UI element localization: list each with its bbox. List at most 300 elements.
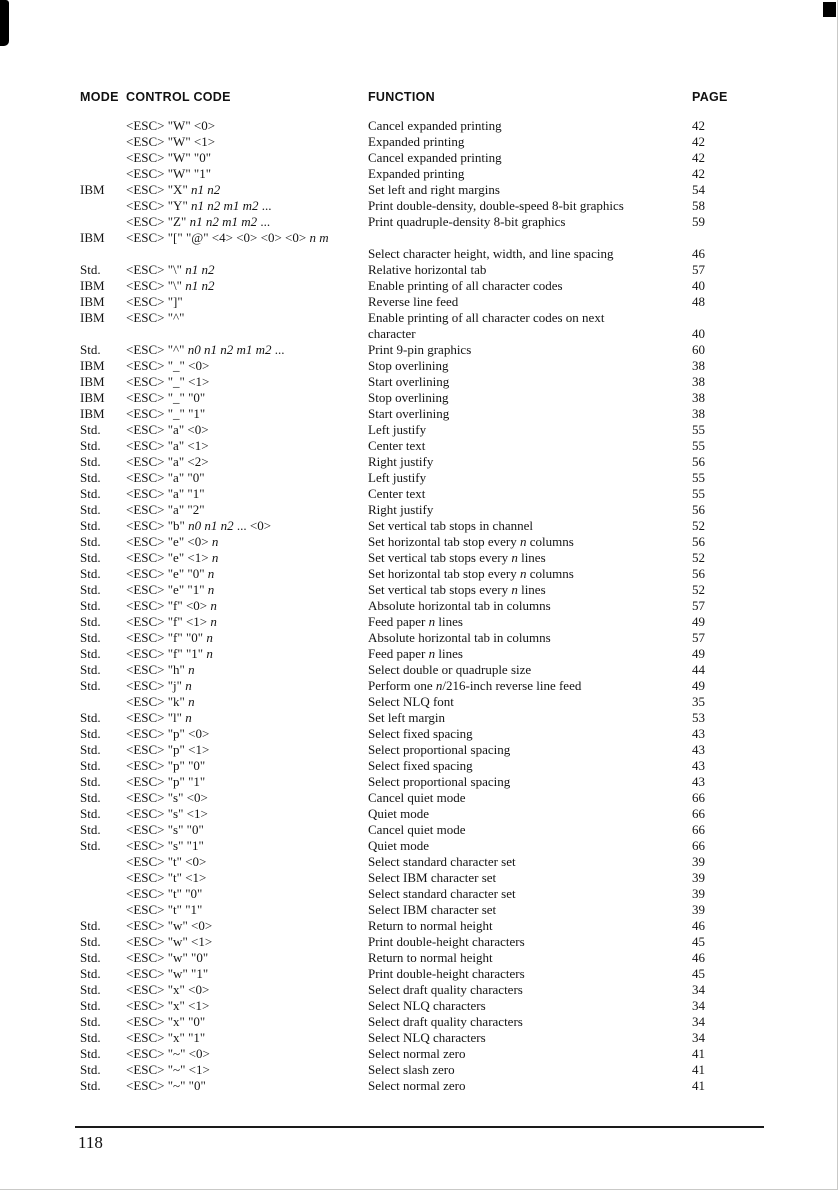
page-cell: 53 [692,710,705,725]
table-row [80,486,742,502]
page-cell: 58 [692,198,705,213]
function-cell: Absolute horizontal tab in columns [368,630,551,645]
function-cell: character [368,326,416,341]
page-cell: 55 [692,422,705,437]
code-cell: <ESC> "h" n [126,662,195,677]
table-row [80,374,742,390]
function-cell: Stop overlining [368,358,449,373]
mode-cell: Std. [80,742,101,757]
mode-cell: Std. [80,790,101,805]
mode-cell [80,902,126,918]
function-cell: Print quadruple-density 8-bit graphics [368,214,566,229]
function-cell: Select fixed spacing [368,758,473,773]
page-cell: 59 [692,214,705,229]
mode-cell: Std. [80,646,101,661]
page-cell: 60 [692,342,705,357]
page-cell: 52 [692,518,705,533]
function-cell: Set horizontal tab stop every n columns [368,534,574,549]
table-row [80,742,742,758]
table-row [80,630,742,646]
function-cell [368,230,692,246]
page-cell: 57 [692,598,705,613]
function-cell: Select NLQ characters [368,1030,486,1045]
page-cell: 41 [692,1078,705,1093]
table-row [80,454,742,470]
table-row [80,438,742,454]
code-cell: <ESC> "p" "1" [126,774,206,789]
page-cell: 41 [692,1046,705,1061]
table-row [80,774,742,790]
mode-cell: Std. [80,614,101,629]
page-cell: 46 [692,950,705,965]
code-cell [126,246,368,262]
table-row [80,966,742,982]
code-cell: <ESC> "W" "1" [126,166,212,181]
mode-cell [80,198,126,214]
code-cell: <ESC> "t" "1" [126,902,203,917]
table-row [80,646,742,662]
code-cell: <ESC> "f" "0" n [126,630,213,645]
function-cell: Set vertical tab stops every n lines [368,582,546,597]
mode-cell: IBM [80,278,105,293]
page-cell: 42 [692,134,705,149]
code-cell: <ESC> "w" "1" [126,966,209,981]
mode-cell [80,118,126,134]
page-cell: 46 [692,918,705,933]
table-row [80,246,742,262]
mode-cell: Std. [80,758,101,773]
function-cell: Cancel expanded printing [368,150,502,165]
mode-cell: Std. [80,422,101,437]
function-cell: Perform one n/216-inch reverse line feed [368,678,582,693]
code-cell: <ESC> "f" <0> n [126,598,217,613]
page-cell: 55 [692,470,705,485]
code-cell: <ESC> "[" "@" <4> <0> <0> <0> n m [126,230,329,245]
page-cell: 45 [692,966,705,981]
function-cell: Print double-density, double-speed 8-bit graphics [368,198,624,213]
mode-cell: Std. [80,262,101,277]
table-row [80,838,742,854]
code-cell: <ESC> "f" "1" n [126,646,213,661]
mode-cell: Std. [80,934,101,949]
code-cell [126,326,368,342]
table-row [80,806,742,822]
table-row [80,598,742,614]
code-cell: <ESC> "W" <1> [126,134,216,149]
function-cell: Print double-height characters [368,934,525,949]
function-cell: Feed paper n lines [368,614,463,629]
mode-cell: IBM [80,374,105,389]
function-cell: Return to normal height [368,918,493,933]
mode-cell: IBM [80,406,105,421]
code-cell: <ESC> "e" "1" n [126,582,215,597]
table-row [80,918,742,934]
page-cell: 49 [692,646,705,661]
code-cell: <ESC> "w" <1> [126,934,213,949]
code-cell: <ESC> "s" "0" [126,822,204,837]
page-cell: 66 [692,806,705,821]
function-cell: Select normal zero [368,1046,466,1061]
code-cell: <ESC> "x" <0> [126,982,210,997]
function-cell: Select NLQ font [368,694,454,709]
page-cell: 48 [692,294,705,309]
scan-artifact-top-left [0,0,9,46]
mode-cell: IBM [80,230,105,245]
code-cell: <ESC> "e" <1> n [126,550,219,565]
scan-artifact-top-right [823,2,836,17]
code-cell: <ESC> "p" "0" [126,758,206,773]
function-cell: Left justify [368,470,427,485]
page-cell: 42 [692,118,705,133]
page-cell: 49 [692,678,705,693]
table-row [80,758,742,774]
mode-cell: Std. [80,982,101,997]
code-cell: <ESC> "t" "0" [126,886,203,901]
mode-cell: Std. [80,470,101,485]
mode-cell: IBM [80,182,105,197]
code-cell: <ESC> "j" n [126,678,192,693]
function-cell: Start overlining [368,374,450,389]
control-code-table [80,90,742,1094]
page-cell: 41 [692,1062,705,1077]
page-cell: 38 [692,374,705,389]
mode-cell: Std. [80,774,101,789]
mode-cell: Std. [80,438,101,453]
table-row [80,358,742,374]
page-cell: 57 [692,630,705,645]
mode-cell: IBM [80,294,105,309]
function-cell: Print 9-pin graphics [368,342,472,357]
code-cell: <ESC> "w" <0> [126,918,213,933]
page-cell: 34 [692,1014,705,1029]
mode-cell: Std. [80,1062,101,1077]
mode-cell: IBM [80,310,105,325]
page-cell: 44 [692,662,705,677]
table-header-row [80,90,742,118]
code-cell: <ESC> "~" <1> [126,1062,210,1077]
code-cell: <ESC> "_" "0" [126,390,206,405]
mode-cell [80,246,126,262]
page-cell: 39 [692,886,705,901]
function-cell: Quiet mode [368,806,430,821]
mode-cell [80,694,126,710]
code-cell: <ESC> "W" "0" [126,150,212,165]
code-cell: <ESC> "a" <0> [126,422,209,437]
function-cell: Feed paper n lines [368,646,463,661]
table-row [80,870,742,886]
mode-cell: Std. [80,806,101,821]
code-cell: <ESC> "\" n1 n2 [126,278,215,293]
code-cell: <ESC> "p" <0> [126,726,210,741]
code-cell: <ESC> "e" <0> n [126,534,219,549]
mode-cell: IBM [80,390,105,405]
table-row [80,886,742,902]
page-cell: 45 [692,934,705,949]
table-row [80,982,742,998]
table-row [80,726,742,742]
mode-cell: Std. [80,566,101,581]
function-cell: Relative horizontal tab [368,262,487,277]
mode-cell: Std. [80,550,101,565]
function-cell: Set vertical tab stops every n lines [368,550,546,565]
function-cell: Left justify [368,422,427,437]
page-cell: 56 [692,454,705,469]
table-row [80,342,742,358]
function-cell: Select proportional spacing [368,742,511,757]
table-row [80,470,742,486]
function-cell: Enable printing of all character codes [368,278,563,293]
table-row [80,502,742,518]
table-row [80,230,742,246]
table-row [80,934,742,950]
code-cell: <ESC> "l" n [126,710,192,725]
code-cell: <ESC> "^" n0 n1 n2 m1 m2 ... [126,342,285,357]
mode-cell: Std. [80,1014,101,1029]
mode-cell: Std. [80,1046,101,1061]
mode-cell [80,326,126,342]
page-cell: 52 [692,550,705,565]
table-row [80,1062,742,1078]
code-cell: <ESC> "t" <0> [126,854,207,869]
code-cell: <ESC> "Z" n1 n2 m1 m2 ... [126,214,271,229]
function-cell: Print double-height characters [368,966,525,981]
page-cell: 38 [692,406,705,421]
page-cell [692,230,742,246]
code-cell: <ESC> "a" "2" [126,502,205,517]
code-cell: <ESC> "_" <0> [126,358,210,373]
mode-cell [80,886,126,902]
page-cell: 56 [692,566,705,581]
table-row [80,710,742,726]
table-row [80,182,742,198]
table-row [80,134,742,150]
function-cell: Center text [368,486,426,501]
table-row [80,902,742,918]
mode-cell [80,134,126,150]
code-cell: <ESC> "a" <1> [126,438,209,453]
table-row [80,998,742,1014]
function-cell: Right justify [368,502,434,517]
mode-cell: Std. [80,662,101,677]
table-row [80,518,742,534]
page-cell: 43 [692,742,705,757]
table-row [80,422,742,438]
mode-cell: Std. [80,518,101,533]
mode-cell: Std. [80,630,101,645]
mode-cell: Std. [80,918,101,933]
page-cell [692,310,742,326]
function-cell: Select IBM character set [368,902,497,917]
page-cell: 39 [692,870,705,885]
table-body [80,118,742,1094]
table-row [80,854,742,870]
mode-cell [80,214,126,230]
mode-cell: Std. [80,838,101,853]
code-cell: <ESC> "s" <0> [126,790,208,805]
function-cell: Select slash zero [368,1062,455,1077]
function-cell: Select double or quadruple size [368,662,532,677]
mode-cell: Std. [80,1078,101,1093]
code-cell: <ESC> "x" "0" [126,1014,206,1029]
table-row [80,1046,742,1062]
table-row [80,662,742,678]
code-cell: <ESC> "~" "0" [126,1078,206,1093]
page-cell: 66 [692,838,705,853]
function-cell: Set horizontal tab stop every n columns [368,566,574,581]
page-cell: 34 [692,998,705,1013]
page-cell: 42 [692,166,705,181]
table-row [80,310,742,326]
table-row [80,262,742,278]
table-row [80,822,742,838]
table-row [80,198,742,214]
function-cell: Set left margin [368,710,446,725]
code-cell: <ESC> "f" <1> n [126,614,217,629]
page-cell: 40 [692,278,705,293]
function-cell: Start overlining [368,406,450,421]
table-row [80,950,742,966]
function-cell: Center text [368,438,426,453]
table-row [80,166,742,182]
mode-cell: Std. [80,710,101,725]
page-number: 118 [78,1133,103,1152]
page-cell: 66 [692,822,705,837]
function-cell: Select character height, width, and line spacing [368,246,614,261]
function-cell: Select NLQ characters [368,998,486,1013]
mode-cell [80,150,126,166]
page-cell: 38 [692,358,705,373]
function-cell: Set left and right margins [368,182,500,197]
table-row [80,150,742,166]
table-row [80,790,742,806]
table-row [80,694,742,710]
page-cell: 43 [692,726,705,741]
code-cell: <ESC> "t" <1> [126,870,207,885]
table-row [80,566,742,582]
page-cell: 38 [692,390,705,405]
mode-cell [80,870,126,886]
mode-cell: Std. [80,486,101,501]
mode-header: MODE [80,90,119,104]
mode-cell: Std. [80,726,101,741]
page-cell: 34 [692,1030,705,1045]
code-cell: <ESC> "x" "1" [126,1030,206,1045]
function-cell: Select IBM character set [368,870,497,885]
code-cell: <ESC> "b" n0 n1 n2 ... <0> [126,518,272,533]
function-cell: Cancel expanded printing [368,118,502,133]
mode-cell [80,166,126,182]
table-row [80,390,742,406]
mode-cell [80,854,126,870]
code-cell: <ESC> "a" <2> [126,454,209,469]
code-cell: <ESC> "_" <1> [126,374,210,389]
page-cell: 57 [692,262,705,277]
code-cell: <ESC> "a" "0" [126,470,205,485]
code-cell: <ESC> "^" [126,310,185,325]
function-cell: Select standard character set [368,854,516,869]
mode-cell: Std. [80,342,101,357]
code-cell: <ESC> "\" n1 n2 [126,262,215,277]
function-cell: Cancel quiet mode [368,790,466,805]
control-code-header: CONTROL CODE [126,90,231,104]
function-cell: Select draft quality characters [368,982,523,997]
function-cell: Enable printing of all character codes on next [368,310,605,325]
table-row [80,614,742,630]
code-cell: <ESC> "_" "1" [126,406,206,421]
function-cell: Quiet mode [368,838,430,853]
code-cell: <ESC> "p" <1> [126,742,210,757]
mode-cell: Std. [80,822,101,837]
table-row [80,534,742,550]
function-cell: Set vertical tab stops in channel [368,518,533,533]
function-cell: Select normal zero [368,1078,466,1093]
code-cell: <ESC> "k" n [126,694,195,709]
function-cell: Right justify [368,454,434,469]
function-cell: Select standard character set [368,886,516,901]
mode-cell: Std. [80,582,101,597]
table-row [80,294,742,310]
table-row [80,1014,742,1030]
code-cell: <ESC> "e" "0" n [126,566,215,581]
mode-cell: Std. [80,454,101,469]
function-cell: Expanded printing [368,134,465,149]
function-cell: Absolute horizontal tab in columns [368,598,551,613]
table-row [80,214,742,230]
function-cell: Return to normal height [368,950,493,965]
function-cell: Expanded printing [368,166,465,181]
function-cell: Select draft quality characters [368,1014,523,1029]
table-row [80,582,742,598]
page-header: PAGE [692,90,728,104]
mode-cell: Std. [80,598,101,613]
page-cell: 55 [692,438,705,453]
function-cell: Cancel quiet mode [368,822,466,837]
mode-cell: Std. [80,1030,101,1045]
page-cell: 42 [692,150,705,165]
code-cell: <ESC> "a" "1" [126,486,205,501]
table-row [80,118,742,134]
code-cell: <ESC> "x" <1> [126,998,210,1013]
page-cell: 66 [692,790,705,805]
page-cell: 52 [692,582,705,597]
page-cell: 35 [692,694,705,709]
function-cell: Stop overlining [368,390,449,405]
mode-cell: Std. [80,502,101,517]
code-cell: <ESC> "Y" n1 n2 m1 m2 ... [126,198,272,213]
page-cell: 55 [692,486,705,501]
function-cell: Reverse line feed [368,294,459,309]
table-row [80,406,742,422]
code-cell: <ESC> "]" [126,294,183,309]
page-cell: 39 [692,854,705,869]
function-header: FUNCTION [368,90,435,104]
page-cell: 43 [692,758,705,773]
function-cell: Select fixed spacing [368,726,473,741]
code-cell: <ESC> "X" n1 n2 [126,182,221,197]
mode-cell: IBM [80,358,105,373]
page-cell: 40 [692,326,705,341]
table-row [80,1030,742,1046]
code-cell: <ESC> "w" "0" [126,950,209,965]
code-cell: <ESC> "~" <0> [126,1046,210,1061]
mode-cell: Std. [80,966,101,981]
page-cell: 34 [692,982,705,997]
page-cell: 54 [692,182,705,197]
page-cell: 56 [692,502,705,517]
mode-cell: Std. [80,534,101,549]
function-cell: Select proportional spacing [368,774,511,789]
table-row [80,550,742,566]
